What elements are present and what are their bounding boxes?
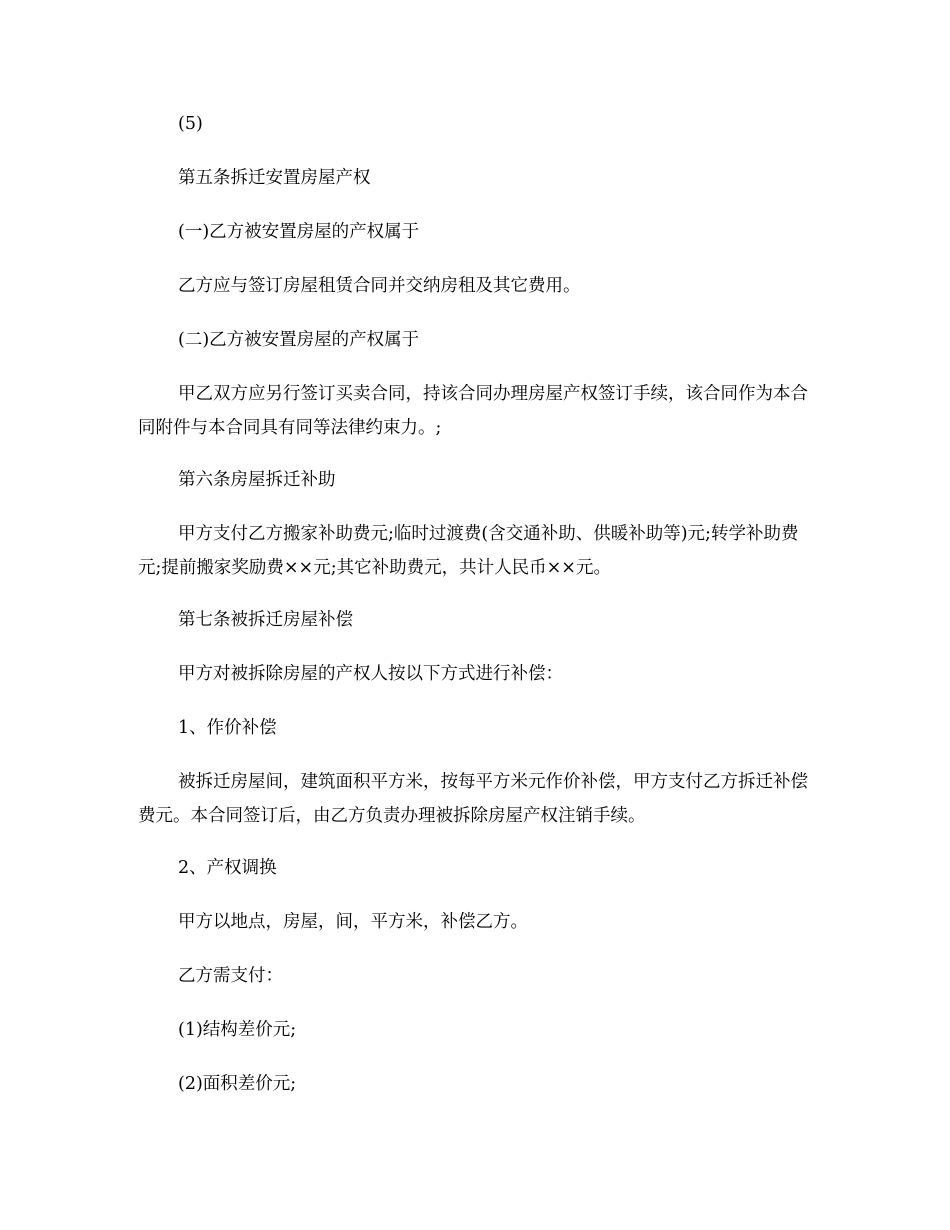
valuation-compensation-heading: 1、作价补偿 xyxy=(178,718,277,738)
structure-difference-item: (1)结构差价元; xyxy=(178,1020,297,1040)
subsidy-paragraph: 甲方支付乙方搬家补助费元;临时过渡费(含交通补助、供暖补助等)元;转学补助费元;提前搬家奖励费××元;其它补助费元，共计人民币××元。 xyxy=(138,524,799,578)
property-exchange-heading: 2、产权调换 xyxy=(178,858,277,878)
paragraph-item-number-5: (5) xyxy=(178,114,203,134)
area-difference-item: (2)面积差价元; xyxy=(178,1074,297,1094)
valuation-compensation-paragraph: 被拆迁房屋间，建筑面积平方米，按每平方米元作价补偿，甲方支付乙方拆迁补偿费元。本合同签订后，由乙方负责办理被拆除房屋产权注销手续。 xyxy=(138,772,808,826)
lease-paragraph: 乙方应与签订房屋租赁合同并交纳房租及其它费用。 xyxy=(178,276,581,296)
party-b-payment-heading: 乙方需支付： xyxy=(178,966,283,986)
clause-one-paragraph: (一)乙方被安置房屋的产权属于 xyxy=(178,222,420,242)
article-6-heading: 第六条房屋拆迁补助 xyxy=(178,470,336,490)
article-7-heading: 第七条被拆迁房屋补偿 xyxy=(178,610,353,630)
clause-two-paragraph: (二)乙方被安置房屋的产权属于 xyxy=(178,330,420,350)
property-exchange-paragraph: 甲方以地点，房屋，间，平方米，补偿乙方。 xyxy=(178,912,528,932)
sales-contract-paragraph: 甲乙双方应另行签订买卖合同，持该合同办理房屋产权签订手续，该合同作为本合同附件与本合同具有同等法律约束力。; xyxy=(138,384,808,438)
compensation-method-paragraph: 甲方对被拆除房屋的产权人按以下方式进行补偿： xyxy=(178,664,563,684)
article-5-heading: 第五条拆迁安置房屋产权 xyxy=(178,168,371,188)
